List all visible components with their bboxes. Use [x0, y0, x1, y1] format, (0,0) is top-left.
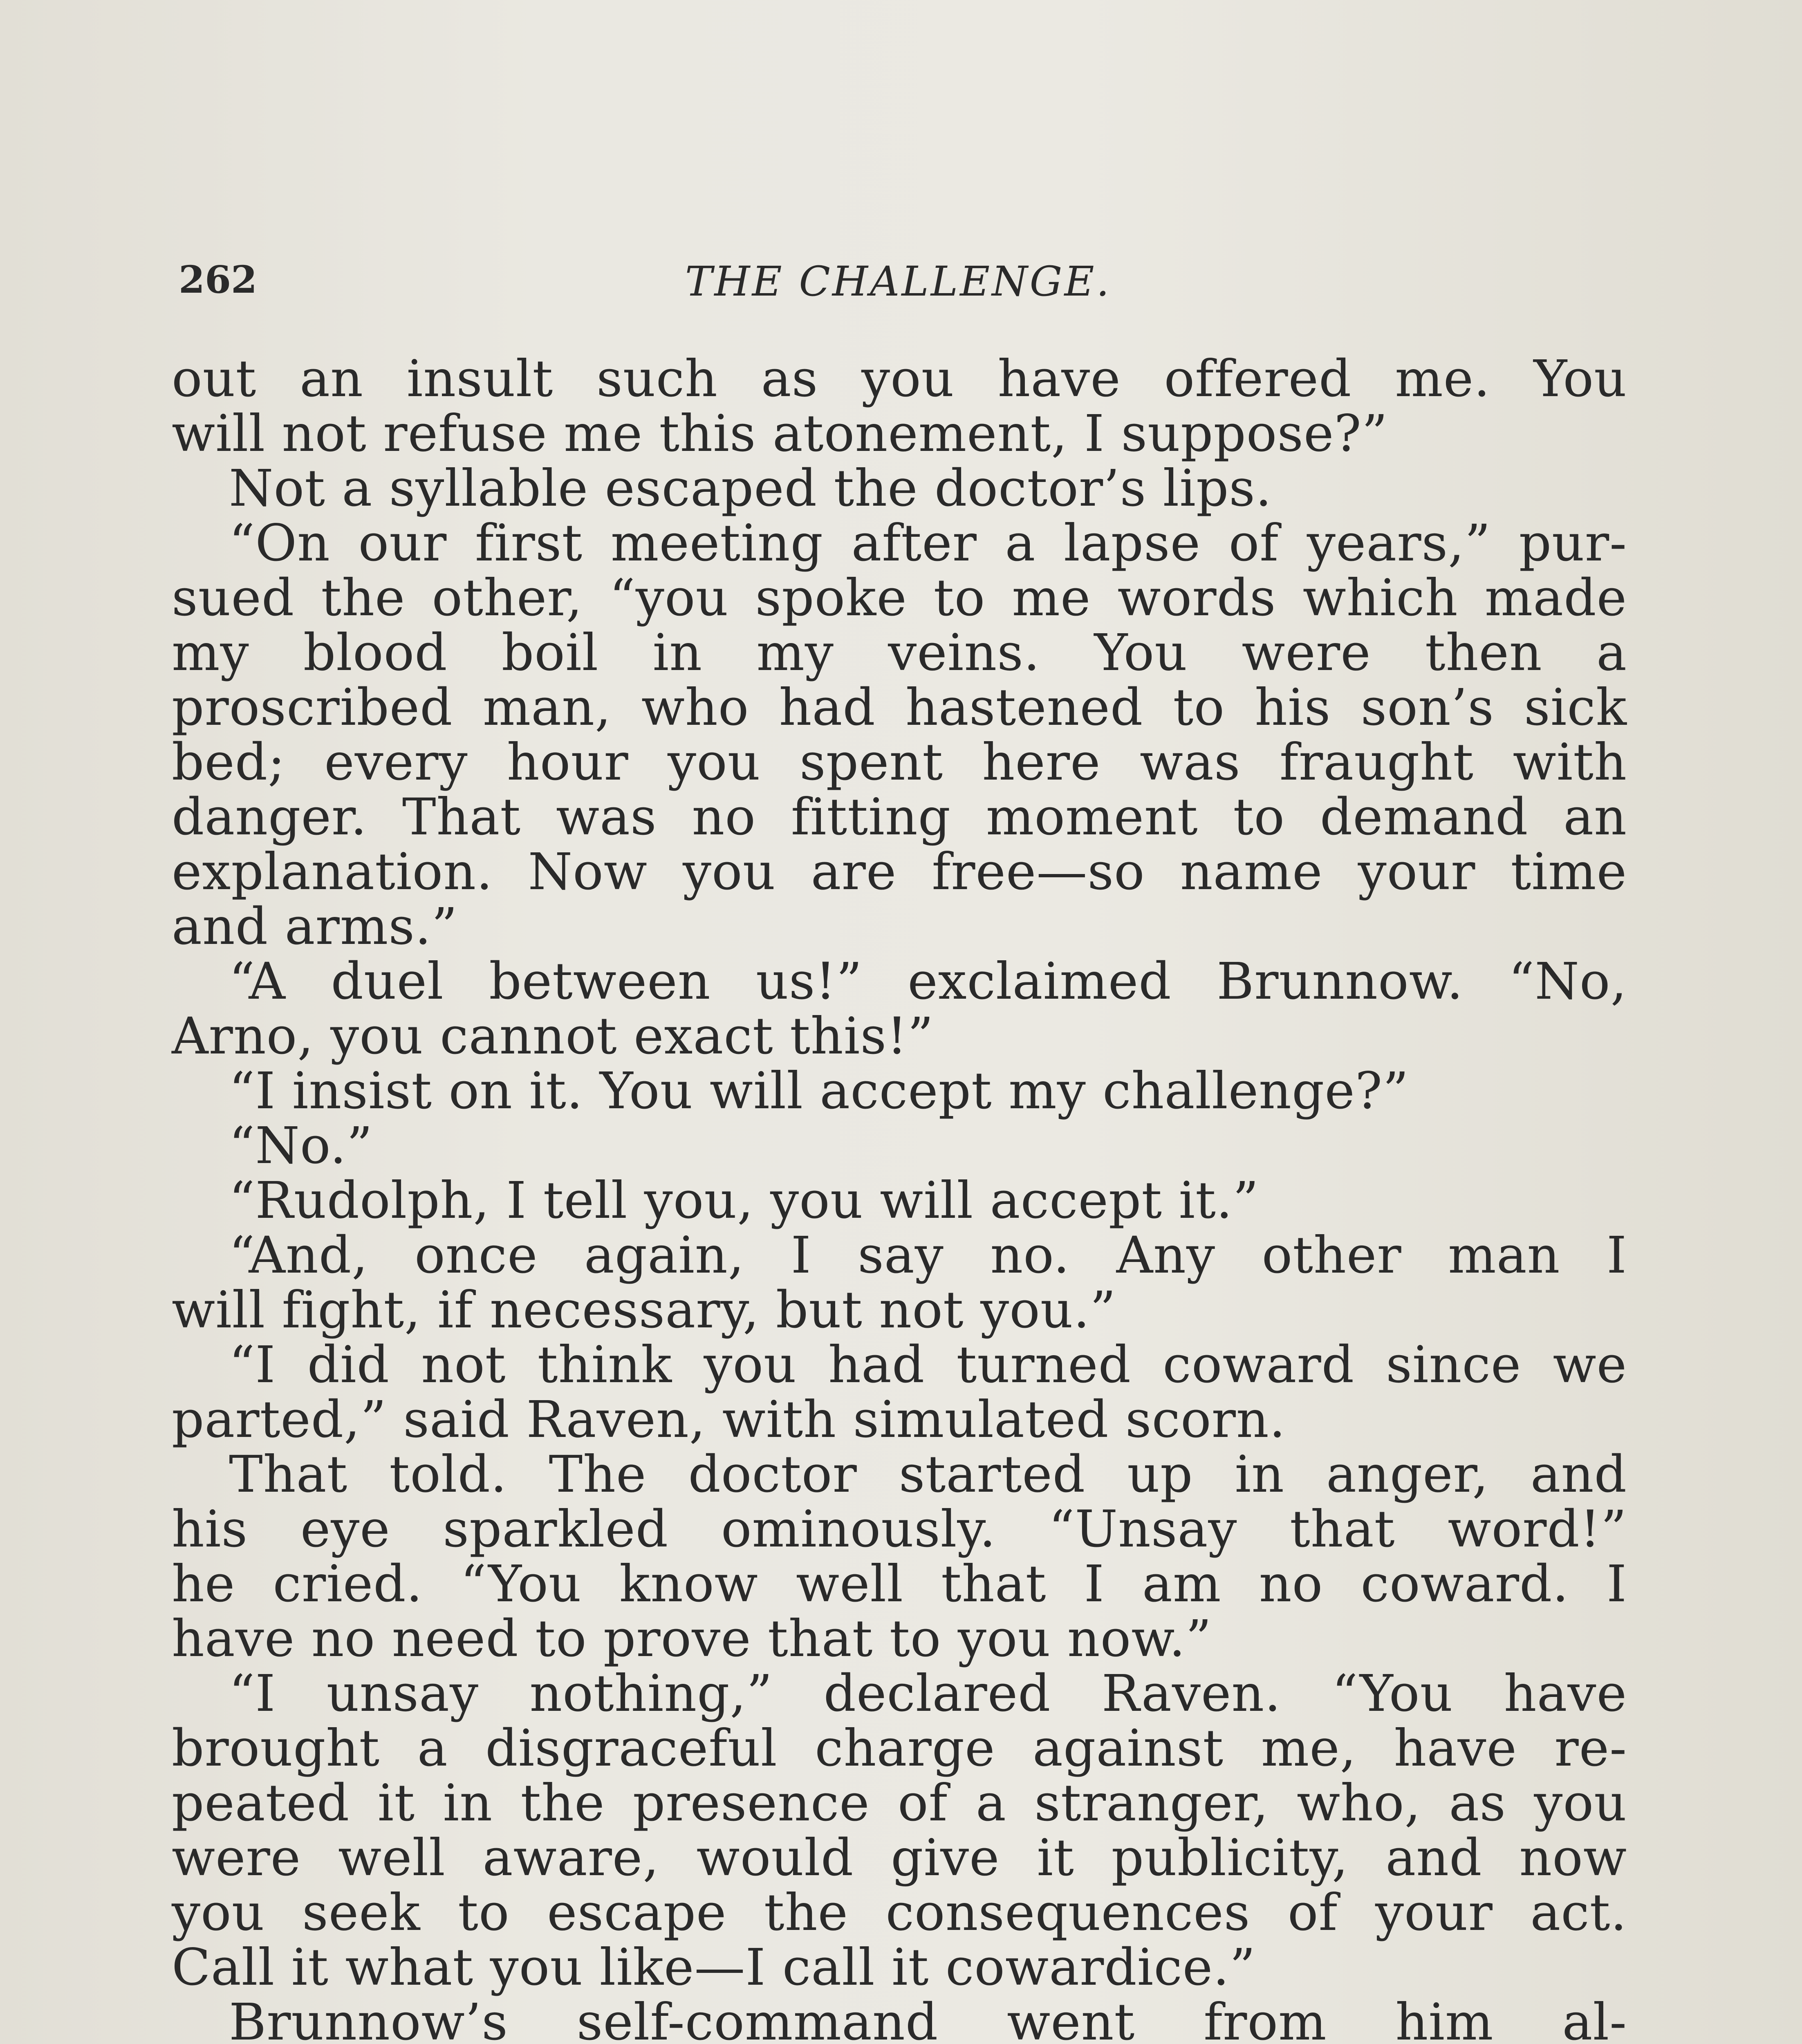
text-line: sued the other, “you spoke to me words which made — [172, 569, 1627, 628]
text-line: have no need to prove that to you now.” — [172, 1609, 1212, 1668]
text-line: and arms.” — [172, 897, 458, 956]
running-title: THE CHALLENGE. — [685, 258, 1112, 305]
text-line: “Rudolph, I tell you, you will accept it.” — [229, 1171, 1259, 1230]
text-line: my blood boil in my veins. You were then a — [172, 623, 1627, 682]
page-number: 262 — [179, 258, 258, 302]
body-text — [172, 352, 1627, 2044]
text-line: brought a disgraceful charge against me, have re- — [172, 1719, 1627, 1778]
text-line: you seek to escape the consequences of your act. — [172, 1883, 1627, 1942]
text-line: That told. The doctor started up in anger, and — [229, 1445, 1627, 1504]
text-line: Call it what you like—I call it cowardice.” — [172, 1938, 1256, 1997]
text-line: danger. That was no fitting moment to demand an — [172, 788, 1627, 847]
page-header — [179, 253, 1618, 311]
text-line: his eye sparkled ominously. “Unsay that word!” — [172, 1500, 1627, 1559]
text-line: Arno, you cannot exact this!” — [172, 1007, 934, 1066]
text-line: peated it in the presence of a stranger, who, as you — [172, 1774, 1627, 1833]
text-line: proscribed man, who had hastened to his son’s sick — [172, 678, 1627, 737]
text-line: Brunnow’s self-command went from him al- — [229, 1993, 1627, 2044]
text-line: were well aware, would give it publicity, and now — [172, 1829, 1627, 1887]
text-line: he cried. “You know well that I am no coward. I — [172, 1555, 1627, 1614]
text-line: will fight, if necessary, but not you.” — [172, 1281, 1116, 1340]
text-line: “I did not think you had turned coward since we — [229, 1336, 1627, 1394]
text-line: “I insist on it. You will accept my challenge?” — [229, 1062, 1409, 1121]
text-line: parted,” said Raven, with simulated scorn. — [172, 1390, 1286, 1449]
text-line: “And, once again, I say no. Any other man I — [229, 1226, 1627, 1285]
text-line: “A duel between us!” exclaimed Brunnow. “No, — [229, 952, 1627, 1011]
text-line: “No.” — [229, 1116, 373, 1175]
text-line: Not a syllable escaped the doctor’s lips. — [229, 459, 1272, 518]
text-line: out an insult such as you have offered me. You — [172, 350, 1627, 408]
text-line: explanation. Now you are free—so name your time — [172, 843, 1627, 901]
text-line: will not refuse me this atonement, I suppose?” — [172, 404, 1388, 463]
text-line: bed; every hour you spent here was fraught with — [172, 733, 1627, 792]
text-line: “On our first meeting after a lapse of years,” pur- — [229, 514, 1627, 573]
text-line: “I unsay nothing,” declared Raven. “You have — [229, 1664, 1627, 1723]
